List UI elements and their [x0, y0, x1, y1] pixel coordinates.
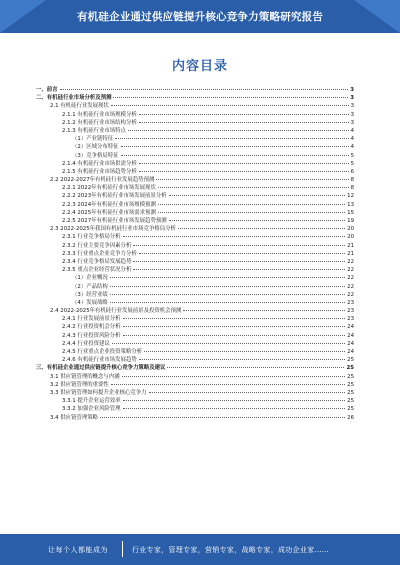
toc-entry[interactable]: [36, 233, 354, 241]
toc-entry[interactable]: [36, 168, 354, 176]
toc-entry[interactable]: [36, 389, 354, 397]
toc-leader-dots: [156, 179, 348, 180]
toc-entry-page: 21: [347, 250, 354, 257]
toc-entry-page: 22: [347, 267, 354, 274]
toc-leader-dots: [169, 220, 346, 221]
toc-entry-label: 3.4 供应链管理策略: [50, 414, 99, 421]
toc-leader-dots: [128, 130, 349, 131]
toc-leader-dots: [167, 367, 344, 368]
toc-entry-page: 5: [350, 152, 354, 159]
toc-leader-dots: [178, 228, 345, 229]
toc-entry-page: 8: [350, 185, 354, 192]
toc-leader-dots: [112, 343, 345, 344]
toc-entry[interactable]: [36, 192, 354, 200]
toc-leader-dots: [133, 269, 345, 270]
toc-entry-label: 2.1.2 有机硅行业市场结构分析: [62, 119, 137, 126]
toc-entry[interactable]: [36, 323, 354, 331]
toc-entry-page: 4: [350, 127, 354, 134]
toc-entry[interactable]: [36, 364, 354, 372]
toc-leader-dots: [133, 245, 345, 246]
toc-entry-label: 3.3.2 加强企业风险管理: [62, 406, 121, 413]
toc-entry-label: 2.1.4 有机硅行业市场供需分析: [62, 160, 137, 167]
report-title: 有机硅企业通过供应链提升核心竞争力策略研究报告: [76, 11, 324, 23]
toc-entry[interactable]: [36, 102, 354, 110]
toc-leader-dots: [123, 408, 346, 409]
toc-leader-dots: [139, 163, 349, 164]
toc-entry-label: 2.2.4 2025年有机硅行业市场需求预测: [62, 209, 156, 216]
toc-leader-dots: [113, 97, 348, 98]
toc-entry-page: 24: [347, 324, 354, 331]
toc-entry-label: （1）产业链特征: [72, 136, 114, 143]
toc-entry-label: 2.3.2 行业主要竞争因素分析: [62, 242, 132, 249]
toc-entry-page: 25: [347, 398, 354, 405]
toc-entry-label: 2.4.6 有机硅行业市场发展趋势: [62, 357, 137, 364]
toc-leader-dots: [158, 204, 345, 205]
toc-entry-page: 23: [347, 308, 354, 315]
toc-entry[interactable]: [36, 86, 354, 94]
toc-entry-page: 3: [350, 111, 354, 118]
toc-entry[interactable]: [36, 307, 354, 315]
toc-leader-dots: [133, 261, 345, 262]
toc-entry-label: （2）产品结构: [72, 283, 108, 290]
toc-leader-dots: [149, 392, 346, 393]
toc-entry-label: （2）区域分布特征: [72, 144, 119, 151]
toc-entry[interactable]: [36, 217, 354, 225]
toc-entry[interactable]: [36, 242, 354, 250]
toc-entry-page: 24: [347, 349, 354, 355]
toc-leader-dots: [139, 171, 349, 172]
toc-entry-page: 25: [347, 389, 354, 396]
toc-entry-label: 3.3.1 提升企业运营效率: [62, 398, 121, 405]
toc-entry[interactable]: [36, 340, 354, 348]
toc-leader-dots: [110, 286, 345, 287]
toc-entry-page: 3: [350, 95, 354, 102]
toc-entry-page: 3: [350, 87, 354, 93]
toc-leader-dots: [169, 195, 346, 196]
toc-entry[interactable]: [36, 291, 354, 299]
toc-entry[interactable]: [36, 143, 354, 151]
toc-entry-page: 13: [347, 201, 354, 208]
toc-entry-page: 23: [347, 316, 354, 323]
table-of-contents: [36, 86, 354, 422]
toc-entry-page: 4: [350, 144, 354, 151]
toc-entry-page: 15: [347, 209, 354, 216]
toc-entry-label: 2.4.2 行业投资机会分析: [62, 324, 121, 331]
toc-leader-dots: [139, 122, 349, 123]
toc-entry[interactable]: [36, 274, 354, 282]
toc-entry[interactable]: [36, 348, 354, 356]
toc-entry-page: 20: [347, 234, 354, 241]
toc-entry[interactable]: [36, 152, 354, 160]
toc-entry[interactable]: [36, 119, 354, 127]
footer-tagline: 行业专家，管理专家，营销专家，战略专家，成功企业家……: [132, 546, 330, 554]
toc-entry-page: 26: [347, 414, 354, 421]
toc-entry-label: 2.3.4 行业竞争格局发展趋势: [62, 258, 132, 265]
toc-entry-page: 25: [347, 357, 354, 364]
toc-entry[interactable]: [36, 160, 354, 168]
toc-entry-page: 4: [350, 136, 354, 143]
toc-entry[interactable]: [36, 266, 354, 274]
toc-entry[interactable]: [36, 209, 354, 217]
toc-entry-label: 3.1 供应链管理的概念与内涵: [50, 373, 120, 380]
toc-heading: 内容目录: [171, 59, 228, 74]
toc-entry-label: 2.4.1 行业发展前景分析: [62, 316, 121, 323]
toc-entry-label: 2.3.3 行业重点企业竞争力分析: [62, 250, 137, 257]
toc-leader-dots: [139, 114, 349, 115]
toc-entry[interactable]: [36, 283, 354, 291]
footer-divider: [122, 541, 123, 557]
toc-entry[interactable]: [36, 176, 354, 184]
toc-entry-label: 2.1.5 有机硅行业市场趋势分析: [62, 168, 137, 175]
header-band: [0, 0, 400, 33]
toc-entry-label: 2.4.4 行业投资建议: [62, 340, 110, 347]
toc-leader-dots: [123, 236, 346, 237]
toc-entry[interactable]: [36, 315, 354, 323]
toc-entry-label: 2.2.1 2022年有机硅行业市场发展现状: [62, 185, 156, 192]
toc-entry[interactable]: [36, 405, 354, 413]
toc-entry-label: 2.1.3 有机硅行业市场特点: [62, 127, 126, 134]
toc-entry-label: 2.3.1 行业竞争格局分析: [62, 234, 121, 241]
toc-entry-label: （3）经营业绩: [72, 291, 108, 298]
toc-entry-label: （4）发展战略: [72, 299, 108, 306]
toc-leader-dots: [122, 376, 346, 377]
toc-entry-label: （3）竞争格局特征: [72, 152, 119, 159]
toc-entry[interactable]: [36, 111, 354, 119]
toc-entry[interactable]: [36, 299, 354, 307]
toc-leader-dots: [110, 277, 345, 278]
toc-entry-page: 23: [347, 299, 354, 306]
toc-entry-label: 2.2.2 2023年有机硅行业市场发展前景分析: [62, 193, 167, 200]
toc-entry-label: 3.2 供应链管理的重要性: [50, 381, 109, 388]
toc-leader-dots: [123, 318, 346, 319]
toc-entry[interactable]: [36, 381, 354, 389]
toc-entry[interactable]: [36, 397, 354, 405]
toc-entry-page: 22: [347, 283, 354, 290]
toc-entry-label: 2.2.5 2027年有机硅行业市场发展趋势预测: [62, 218, 167, 224]
toc-leader-dots: [158, 212, 345, 213]
toc-entry-label: 2.4.3 行业投资风险分析: [62, 332, 121, 339]
toc-entry-page: 6: [350, 168, 354, 175]
toc-entry-page: 8: [350, 177, 354, 184]
toc-leader-dots: [121, 146, 349, 147]
toc-entry-label: 2.1.1 有机硅行业市场规模分析: [62, 111, 137, 118]
toc-entry-label: 2.3.5 重点企业经营状况分析: [62, 267, 132, 274]
toc-entry-label: 3.3 供应链管理如何提升企业核心竞争力: [50, 389, 147, 396]
toc-entry-page: 20: [347, 226, 354, 233]
toc-entry-label: 一、前言: [36, 87, 58, 93]
toc-leader-dots: [110, 302, 345, 303]
toc-leader-dots: [123, 335, 346, 336]
toc-entry-page: 3: [350, 119, 354, 126]
toc-entry-label: 二、有机硅行业市场分析及预测: [36, 95, 112, 102]
toc-entry[interactable]: [36, 356, 354, 364]
toc-entry-page: 21: [347, 242, 354, 249]
toc-leader-dots: [110, 294, 345, 295]
toc-leader-dots: [139, 359, 345, 360]
toc-leader-dots: [100, 417, 345, 418]
toc-entry-label: （1）企业概况: [72, 275, 108, 282]
toc-entry[interactable]: [36, 250, 354, 258]
toc-leader-dots: [60, 89, 349, 90]
toc-leader-dots: [123, 326, 346, 327]
toc-leader-dots: [115, 138, 348, 139]
toc-entry-page: 25: [347, 381, 354, 388]
toc-leader-dots: [121, 155, 349, 156]
toc-entry-page: 25: [347, 373, 354, 380]
footer-band: [0, 534, 400, 565]
toc-entry-page: 25: [346, 365, 354, 372]
toc-entry-label: 2.2 2022-2027年有机硅行业发展趋势预测: [50, 177, 155, 184]
toc-entry-page: 22: [347, 291, 354, 298]
toc-entry-page: 24: [347, 332, 354, 339]
toc-entry-page: 22: [347, 275, 354, 282]
toc-leader-dots: [144, 351, 345, 352]
toc-entry[interactable]: [36, 127, 354, 135]
toc-entry[interactable]: [36, 135, 354, 143]
toc-entry-page: 24: [347, 340, 354, 347]
toc-entry-label: 2.4.5 行业重点企业投资策略分析: [62, 349, 143, 355]
toc-entry-label: 三、有机硅企业通过供应链提升核心竞争力策略及建议: [36, 365, 166, 372]
toc-entry-label: 2.4 2022-2025年有机硅行业发展前景及投资机会预测: [50, 308, 182, 315]
toc-entry[interactable]: [36, 225, 354, 233]
toc-entry-label: 2.2.3 2024年有机硅行业市场规模预测: [62, 201, 156, 208]
toc-leader-dots: [123, 400, 346, 401]
toc-entry[interactable]: [36, 414, 354, 422]
toc-entry-label: 2.1 有机硅行业发展现状: [50, 103, 109, 110]
toc-leader-dots: [158, 187, 349, 188]
toc-leader-dots: [183, 310, 345, 311]
toc-leader-dots: [139, 253, 345, 254]
toc-entry[interactable]: [36, 373, 354, 381]
toc-leader-dots: [111, 384, 345, 385]
footer-slogan: 让每个人都能成为: [48, 546, 108, 554]
toc-entry-page: 22: [347, 258, 354, 265]
toc-entry[interactable]: [36, 184, 354, 192]
toc-entry[interactable]: [36, 332, 354, 340]
toc-entry-label: 2.3 2022-2025年我国有机硅行业市场竞争格局分析: [50, 226, 176, 233]
toc-entry[interactable]: [36, 258, 354, 266]
toc-entry[interactable]: [36, 94, 354, 102]
toc-entry-page: 5: [350, 160, 354, 167]
toc-entry-page: 25: [347, 406, 354, 413]
toc-entry-page: 3: [350, 103, 354, 110]
toc-entry[interactable]: [36, 201, 354, 209]
toc-entry-page: 12: [347, 193, 354, 200]
toc-leader-dots: [111, 105, 349, 106]
toc-entry-page: 19: [347, 218, 354, 224]
